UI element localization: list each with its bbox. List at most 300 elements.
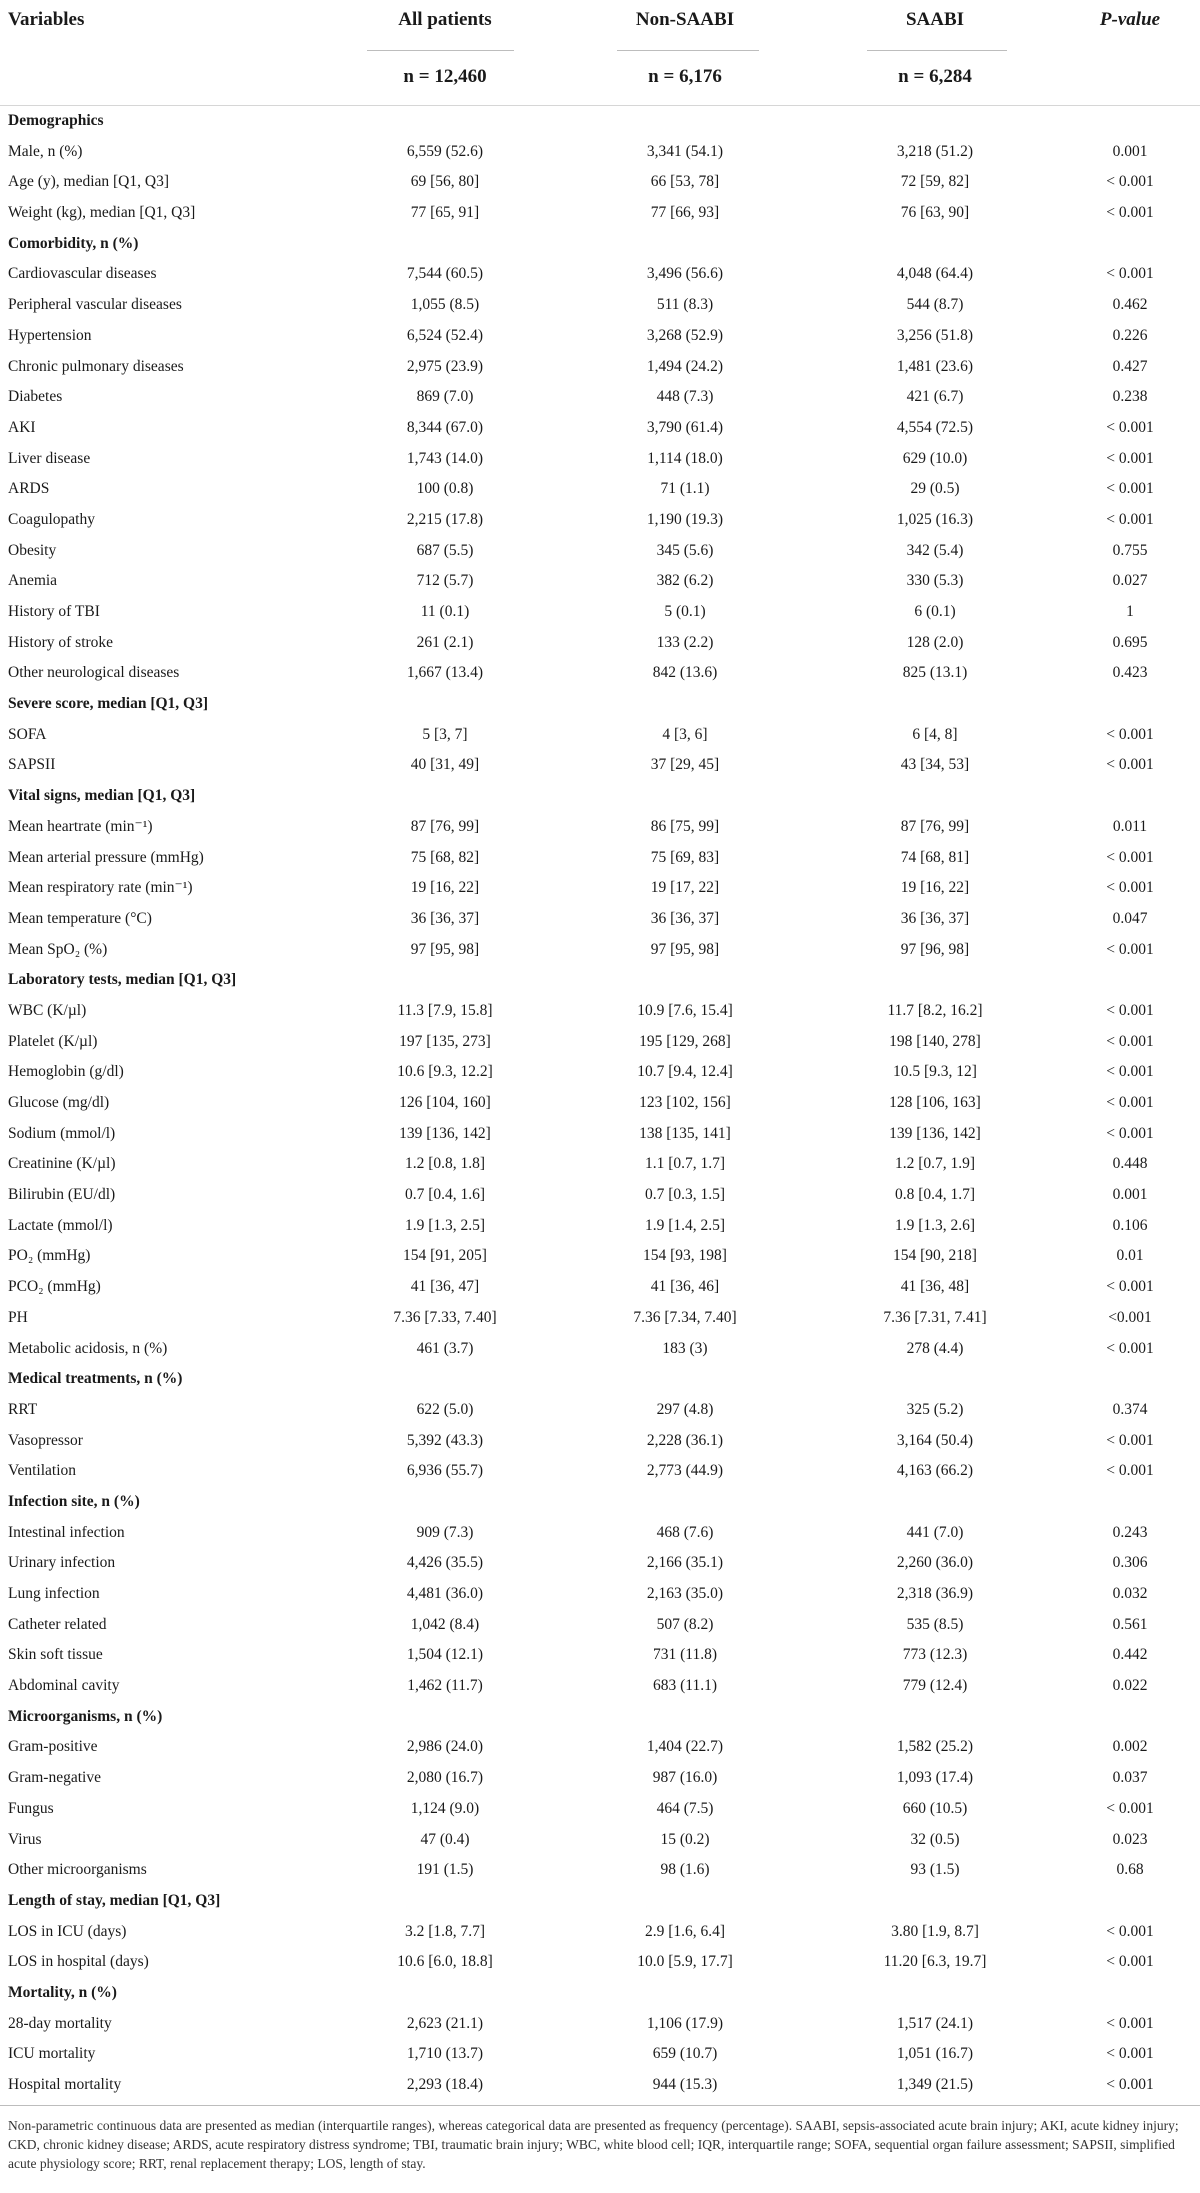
cell-all: 10.6 [6.0, 18.8] — [397, 1953, 493, 1971]
row-label: Lactate (mmol/l) — [8, 1216, 113, 1234]
cell-non: 133 (2.2) — [656, 633, 714, 651]
table-row — [0, 321, 1200, 352]
cell-saabi: 1,517 (24.1) — [896, 2014, 974, 2032]
row-label: Other microorganisms — [8, 1861, 147, 1879]
cell-saabi: 11.7 [8.2, 16.2] — [887, 1001, 983, 1019]
cell-all: 197 [135, 273] — [399, 1032, 491, 1050]
cell-non: 1,106 (17.9) — [646, 2014, 724, 2032]
row-label: LOS in hospital (days) — [8, 1953, 149, 1971]
cell-non: 2,228 (36.1) — [646, 1431, 724, 1449]
row-label: Cardiovascular diseases — [8, 265, 157, 283]
header-variables: Variables — [8, 9, 85, 30]
cell-saabi: 1.2 [0.7, 1.9] — [894, 1155, 976, 1173]
cell-saabi: 87 [76, 99] — [900, 817, 970, 835]
row-label: Age (y), median [Q1, Q3] — [8, 173, 169, 191]
cell-saabi: 10.5 [9.3, 12] — [893, 1063, 977, 1081]
cell-p: 0.022 — [1112, 1677, 1148, 1695]
table-row — [0, 1303, 1200, 1334]
row-label: Hypertension — [8, 326, 92, 344]
cell-all: 126 [104, 160] — [399, 1094, 491, 1111]
cell-all: 1,055 (8.5) — [410, 296, 480, 314]
cell-p: < 0.001 — [1106, 756, 1154, 774]
cell-non: 345 (5.6) — [656, 541, 714, 559]
cell-non: 3,790 (61.4) — [646, 418, 724, 436]
cell-non: 382 (6.2) — [656, 572, 714, 590]
cell-non: 75 [69, 83] — [650, 848, 720, 866]
cell-all: 2,080 (16.7) — [406, 1769, 484, 1787]
row-label: Obesity — [8, 541, 57, 559]
section-row — [0, 965, 1200, 996]
cell-non: 511 (8.3) — [656, 296, 714, 314]
cell-saabi: 1,025 (16.3) — [896, 510, 974, 528]
cell-p: < 0.001 — [1106, 1001, 1154, 1019]
row-label: SAPSII — [8, 756, 56, 774]
section-row — [0, 1702, 1200, 1733]
cell-p: < 0.001 — [1106, 510, 1154, 528]
cell-p: < 0.001 — [1106, 1032, 1154, 1050]
cell-saabi: 330 (5.3) — [906, 572, 964, 590]
cell-all: 3.2 [1.8, 7.7] — [404, 1922, 486, 1940]
cell-saabi: 779 (12.4) — [902, 1677, 968, 1695]
cell-non: 468 (7.6) — [656, 1523, 714, 1541]
row-label: History of TBI — [8, 603, 100, 620]
table-row — [0, 1548, 1200, 1579]
cell-p: < 0.001 — [1106, 1278, 1154, 1296]
cell-non: 98 (1.6) — [660, 1861, 710, 1879]
cell-all: 712 (5.7) — [416, 572, 474, 590]
section-row — [0, 1886, 1200, 1917]
table-row — [0, 137, 1200, 168]
header-underline-non — [617, 50, 759, 51]
row-label: Hemoglobin (g/dl) — [8, 1063, 124, 1081]
cell-p: < 0.001 — [1106, 1462, 1154, 1480]
row-label: Microorganisms, n (%) — [8, 1707, 163, 1725]
row-label: Infection site, n (%) — [8, 1492, 140, 1510]
row-label: 28-day mortality — [8, 2014, 112, 2032]
cell-all: 1,743 (14.0) — [406, 449, 484, 467]
cell-all: 687 (5.5) — [416, 541, 474, 559]
cell-non: 1.1 [0.7, 1.7] — [644, 1155, 726, 1173]
cell-p: 0.374 — [1112, 1400, 1148, 1418]
header-n-non: n = 6,176 — [648, 66, 722, 87]
cell-non: 7.36 [7.34, 7.40] — [633, 1308, 737, 1326]
cell-saabi: 97 [96, 98] — [900, 940, 970, 958]
table-row — [0, 259, 1200, 290]
cell-saabi: 32 (0.5) — [910, 1830, 960, 1848]
row-label: Skin soft tissue — [8, 1646, 103, 1664]
cell-saabi: 3,218 (51.2) — [896, 142, 974, 160]
cell-p: 0.448 — [1112, 1155, 1148, 1173]
row-label: Mean respiratory rate (min⁻¹) — [8, 879, 193, 897]
row-label: Male, n (%) — [8, 142, 83, 160]
cell-saabi: 29 (0.5) — [910, 480, 960, 498]
cell-p: 0.023 — [1112, 1830, 1148, 1848]
row-label: Chronic pulmonary diseases — [8, 357, 184, 375]
row-label: Liver disease — [8, 449, 91, 467]
table-row — [0, 1426, 1200, 1457]
cell-all: 11.3 [7.9, 15.8] — [397, 1001, 493, 1019]
row-label: Glucose (mg/dl) — [8, 1094, 110, 1111]
cell-non: 3,496 (56.6) — [646, 265, 724, 283]
cell-saabi: 3,256 (51.8) — [896, 326, 974, 344]
table-row — [0, 1917, 1200, 1948]
table-row — [0, 382, 1200, 413]
row-label: PO₂ (mmHg) — [8, 1247, 91, 1265]
table-row — [0, 1119, 1200, 1150]
table-row — [0, 1057, 1200, 1088]
cell-non: 2,773 (44.9) — [646, 1462, 724, 1480]
cell-non: 507 (8.2) — [656, 1615, 714, 1633]
table-row — [0, 1395, 1200, 1426]
cell-non: 1.9 [1.4, 2.5] — [644, 1216, 726, 1234]
table-row — [0, 935, 1200, 966]
cell-non: 19 [17, 22] — [650, 879, 720, 897]
cell-all: 2,215 (17.8) — [406, 510, 484, 528]
cell-p: 0.755 — [1112, 541, 1148, 559]
cell-saabi: 19 [16, 22] — [900, 879, 970, 897]
cell-p: <0.001 — [1108, 1308, 1152, 1326]
table-row — [0, 1732, 1200, 1763]
cell-p: < 0.001 — [1106, 1063, 1154, 1081]
row-label: Creatinine (K/µl) — [8, 1155, 116, 1173]
cell-non: 15 (0.2) — [660, 1830, 710, 1848]
cell-p: 0.442 — [1112, 1646, 1148, 1664]
row-label: Vital signs, median [Q1, Q3] — [8, 787, 196, 805]
table-row — [0, 1579, 1200, 1610]
cell-p: < 0.001 — [1106, 1922, 1154, 1940]
header-underline-saabi — [867, 50, 1007, 51]
cell-non: 36 [36, 37] — [650, 909, 720, 927]
cell-all: 47 (0.4) — [420, 1830, 470, 1848]
cell-saabi: 1,481 (23.6) — [896, 357, 974, 375]
cell-p: < 0.001 — [1106, 1799, 1154, 1817]
cell-all: 7,544 (60.5) — [406, 265, 484, 283]
cell-non: 77 [66, 93] — [650, 204, 720, 222]
table-row — [0, 1947, 1200, 1978]
cell-p: 0.011 — [1112, 817, 1148, 835]
cell-non: 683 (11.1) — [653, 1677, 717, 1695]
table-row — [0, 1794, 1200, 1825]
cell-saabi: 0.8 [0.4, 1.7] — [894, 1186, 976, 1204]
section-row — [0, 781, 1200, 812]
row-label: Length of stay, median [Q1, Q3] — [8, 1891, 221, 1909]
row-label: Mean temperature (°C) — [8, 909, 152, 927]
cell-all: 1.9 [1.3, 2.5] — [404, 1216, 486, 1234]
header-all-patients: All patients — [398, 9, 492, 30]
cell-p: < 0.001 — [1106, 879, 1154, 897]
table-row — [0, 1671, 1200, 1702]
cell-all: 36 [36, 37] — [410, 909, 480, 927]
cell-all: 2,986 (24.0) — [406, 1738, 484, 1756]
section-row — [0, 106, 1200, 137]
cell-p: < 0.001 — [1106, 1339, 1154, 1357]
cell-p: < 0.001 — [1106, 2014, 1154, 2032]
cell-non: 0.7 [0.3, 1.5] — [644, 1186, 726, 1204]
row-label: SOFA — [8, 725, 47, 743]
row-label: Urinary infection — [8, 1554, 116, 1572]
table-row — [0, 1640, 1200, 1671]
cell-all: 8,344 (67.0) — [406, 418, 484, 436]
cell-non: 464 (7.5) — [656, 1799, 714, 1817]
table-header — [0, 0, 1200, 106]
cell-non: 123 [102, 156] — [639, 1094, 731, 1111]
table-row — [0, 1610, 1200, 1641]
header-underline-all — [367, 50, 514, 51]
row-label: Mortality, n (%) — [8, 1983, 117, 2001]
row-label: Intestinal infection — [8, 1523, 125, 1541]
cell-p: < 0.001 — [1106, 265, 1154, 283]
cell-p: 0.68 — [1116, 1861, 1144, 1879]
cell-p: < 0.001 — [1106, 848, 1154, 866]
cell-p: < 0.001 — [1106, 2045, 1154, 2063]
row-label: Mean SpO₂ (%) — [8, 940, 108, 958]
cell-non: 138 [135, 141] — [639, 1124, 731, 1142]
table-row — [0, 1334, 1200, 1365]
table-row — [0, 566, 1200, 597]
cell-non: 195 [129, 268] — [639, 1032, 731, 1050]
cell-all: 1,462 (11.7) — [407, 1677, 483, 1695]
cell-all: 6,559 (52.6) — [406, 142, 484, 160]
cell-saabi: 773 (12.3) — [902, 1646, 968, 1664]
cell-all: 77 [65, 91] — [410, 204, 480, 222]
cell-non: 10.7 [9.4, 12.4] — [637, 1063, 733, 1081]
cell-p: < 0.001 — [1106, 480, 1154, 498]
cell-all: 869 (7.0) — [416, 388, 474, 406]
cell-saabi: 4,554 (72.5) — [896, 418, 974, 436]
cell-non: 3,268 (52.9) — [646, 326, 724, 344]
cell-saabi: 1,582 (25.2) — [896, 1738, 974, 1756]
cell-non: 97 [95, 98] — [650, 940, 720, 958]
table-row — [0, 505, 1200, 536]
table-row — [0, 750, 1200, 781]
cell-saabi: 41 [36, 48] — [900, 1278, 970, 1296]
cell-all: 191 (1.5) — [416, 1861, 474, 1879]
cell-non: 1,190 (19.3) — [646, 510, 724, 528]
cell-p: < 0.001 — [1106, 418, 1154, 436]
cell-non: 154 [93, 198] — [643, 1247, 727, 1265]
cell-p: 0.427 — [1112, 357, 1148, 375]
table-row — [0, 474, 1200, 505]
row-label: Platelet (K/µl) — [8, 1032, 98, 1050]
table-row — [0, 1763, 1200, 1794]
cell-p: 0.695 — [1112, 633, 1148, 651]
cell-saabi: 43 [34, 53] — [900, 756, 970, 774]
cell-all: 69 [56, 80] — [410, 173, 480, 191]
header-n-saabi: n = 6,284 — [898, 66, 972, 87]
row-label: Sodium (mmol/l) — [8, 1124, 116, 1142]
cell-saabi: 74 [68, 81] — [900, 848, 970, 866]
cell-all: 139 [136, 142] — [399, 1124, 491, 1142]
cell-saabi: 660 (10.5) — [902, 1799, 968, 1817]
row-label: RRT — [8, 1400, 38, 1418]
cell-non: 41 [36, 46] — [650, 1278, 720, 1296]
cell-all: 1,667 (13.4) — [406, 664, 484, 682]
cell-all: 1,124 (9.0) — [410, 1799, 480, 1817]
cell-p: 0.001 — [1112, 1186, 1148, 1204]
row-label: Virus — [8, 1830, 42, 1848]
cell-saabi: 1.9 [1.3, 2.6] — [894, 1216, 976, 1234]
cell-saabi: 128 [106, 163] — [889, 1094, 981, 1111]
cell-p: 0.037 — [1112, 1769, 1148, 1787]
row-label: Abdominal cavity — [8, 1677, 120, 1695]
cell-p: < 0.001 — [1106, 725, 1154, 743]
cell-all: 40 [31, 49] — [410, 756, 480, 774]
table-row — [0, 290, 1200, 321]
row-label: Laboratory tests, median [Q1, Q3] — [8, 971, 237, 989]
row-label: WBC (K/µl) — [8, 1001, 87, 1019]
row-label: Mean arterial pressure (mmHg) — [8, 848, 204, 866]
cell-non: 86 [75, 99] — [650, 817, 720, 835]
cell-non: 183 (3) — [662, 1339, 708, 1357]
table-row — [0, 843, 1200, 874]
cell-non: 1,404 (22.7) — [646, 1738, 724, 1756]
cell-saabi: 441 (7.0) — [906, 1523, 964, 1541]
row-label: AKI — [8, 418, 36, 436]
cell-saabi: 544 (8.7) — [906, 296, 964, 314]
table-row — [0, 904, 1200, 935]
header-non-saabi: Non-SAABI — [635, 9, 735, 30]
cell-all: 1,504 (12.1) — [406, 1646, 484, 1664]
table-row — [0, 1518, 1200, 1549]
table-row — [0, 658, 1200, 689]
cell-non: 659 (10.7) — [652, 2045, 718, 2063]
cell-all: 6,936 (55.7) — [406, 1462, 484, 1480]
table-row — [0, 1241, 1200, 1272]
cell-p: 0.032 — [1112, 1585, 1148, 1602]
cell-p: 0.306 — [1112, 1554, 1148, 1572]
row-label: ICU mortality — [8, 2045, 96, 2063]
table-row — [0, 1149, 1200, 1180]
section-row — [0, 689, 1200, 720]
cell-p: 0.561 — [1112, 1615, 1148, 1633]
cell-all: 4,481 (36.0) — [406, 1585, 484, 1602]
cell-non: 987 (16.0) — [652, 1769, 718, 1787]
row-label: Vasopressor — [8, 1431, 83, 1449]
cell-all: 87 [76, 99] — [410, 817, 480, 835]
table-row — [0, 597, 1200, 628]
cell-non: 5 (0.1) — [664, 603, 706, 620]
table-row — [0, 1211, 1200, 1242]
cell-p: 0.462 — [1112, 296, 1148, 314]
row-label: Peripheral vascular diseases — [8, 296, 182, 314]
table-row — [0, 1825, 1200, 1856]
cell-saabi: 11.20 [6.3, 19.7] — [883, 1953, 987, 1971]
table-row — [0, 2009, 1200, 2040]
cell-p: 0.027 — [1112, 572, 1148, 590]
cell-non: 1,114 (18.0) — [647, 449, 723, 467]
table-row — [0, 1272, 1200, 1303]
cell-saabi: 7.36 [7.31, 7.41] — [883, 1308, 987, 1326]
cell-p: 0.243 — [1112, 1523, 1148, 1541]
cell-saabi: 139 [136, 142] — [889, 1124, 981, 1142]
table-row — [0, 352, 1200, 383]
row-label: PH — [8, 1308, 28, 1326]
row-label: LOS in ICU (days) — [8, 1922, 127, 1940]
cell-saabi: 325 (5.2) — [906, 1400, 964, 1418]
cell-non: 66 [53, 78] — [650, 173, 720, 191]
cell-saabi: 72 [59, 82] — [900, 173, 970, 191]
table-row — [0, 413, 1200, 444]
cell-saabi: 4,163 (66.2) — [896, 1462, 974, 1480]
cell-non: 10.0 [5.9, 17.7] — [637, 1953, 733, 1971]
cell-all: 100 (0.8) — [416, 480, 474, 498]
cell-p: 0.226 — [1112, 326, 1148, 344]
cell-all: 622 (5.0) — [416, 1400, 474, 1418]
row-label: Anemia — [8, 572, 58, 590]
cell-all: 154 [91, 205] — [403, 1247, 487, 1265]
row-label: History of stroke — [8, 633, 114, 651]
cell-saabi: 154 [90, 218] — [893, 1247, 977, 1265]
cell-saabi: 278 (4.4) — [906, 1339, 964, 1357]
cell-saabi: 6 (0.1) — [914, 603, 956, 620]
row-label: ARDS — [8, 480, 50, 498]
table-row — [0, 996, 1200, 1027]
header-n-all: n = 12,460 — [403, 66, 487, 87]
cell-all: 4,426 (35.5) — [406, 1554, 484, 1572]
row-label: Mean heartrate (min⁻¹) — [8, 817, 153, 835]
cell-p: < 0.001 — [1106, 173, 1154, 191]
cell-saabi: 2,260 (36.0) — [896, 1554, 974, 1572]
row-label: Coagulopathy — [8, 510, 95, 528]
cell-p: 0.047 — [1112, 909, 1148, 927]
cell-saabi: 6 [4, 8] — [912, 725, 958, 743]
cell-p: 0.423 — [1112, 664, 1148, 682]
row-label: PCO₂ (mmHg) — [8, 1278, 101, 1296]
table-row — [0, 2070, 1200, 2101]
row-label: Weight (kg), median [Q1, Q3] — [8, 204, 196, 222]
cell-non: 1,494 (24.2) — [646, 357, 724, 375]
cell-all: 7.36 [7.33, 7.40] — [393, 1308, 497, 1326]
cell-saabi: 825 (13.1) — [902, 664, 968, 682]
row-label: Catheter related — [8, 1615, 107, 1633]
cell-all: 97 [95, 98] — [410, 940, 480, 958]
cell-all: 19 [16, 22] — [410, 879, 480, 897]
cell-saabi: 1,051 (16.7) — [896, 2045, 974, 2063]
cell-all: 5,392 (43.3) — [406, 1431, 484, 1449]
cell-all: 41 [36, 47] — [410, 1278, 480, 1296]
table-row — [0, 444, 1200, 475]
cell-non: 297 (4.8) — [656, 1400, 714, 1418]
cell-all: 2,975 (23.9) — [406, 357, 484, 375]
table-row — [0, 2039, 1200, 2070]
cell-saabi: 4,048 (64.4) — [896, 265, 974, 283]
cell-all: 461 (3.7) — [416, 1339, 474, 1357]
cell-p: 0.238 — [1112, 388, 1148, 406]
cell-saabi: 36 [36, 37] — [900, 909, 970, 927]
cell-all: 261 (2.1) — [416, 633, 474, 651]
cell-saabi: 421 (6.7) — [906, 388, 964, 406]
cell-non: 842 (13.6) — [652, 664, 718, 682]
cell-all: 5 [3, 7] — [422, 725, 468, 743]
cell-p: 0.106 — [1112, 1216, 1148, 1234]
row-label: Other neurological diseases — [8, 664, 180, 682]
cell-all: 1,042 (8.4) — [410, 1615, 480, 1633]
cell-saabi: 3.80 [1.9, 8.7] — [891, 1922, 979, 1940]
row-label: Metabolic acidosis, n (%) — [8, 1339, 168, 1357]
cell-saabi: 76 [63, 90] — [900, 204, 970, 222]
cell-all: 6,524 (52.4) — [406, 326, 484, 344]
cell-all: 2,623 (21.1) — [406, 2014, 484, 2032]
header-p-value: P-value — [1099, 9, 1161, 30]
cell-non: 731 (11.8) — [653, 1646, 717, 1664]
cell-saabi: 128 (2.0) — [906, 633, 964, 651]
row-label: Demographics — [8, 112, 104, 129]
cell-non: 71 (1.1) — [660, 480, 710, 498]
cell-all: 75 [68, 82] — [410, 848, 480, 866]
cell-all: 1,710 (13.7) — [406, 2045, 484, 2063]
cell-p: < 0.001 — [1106, 449, 1154, 467]
table-row — [0, 1456, 1200, 1487]
